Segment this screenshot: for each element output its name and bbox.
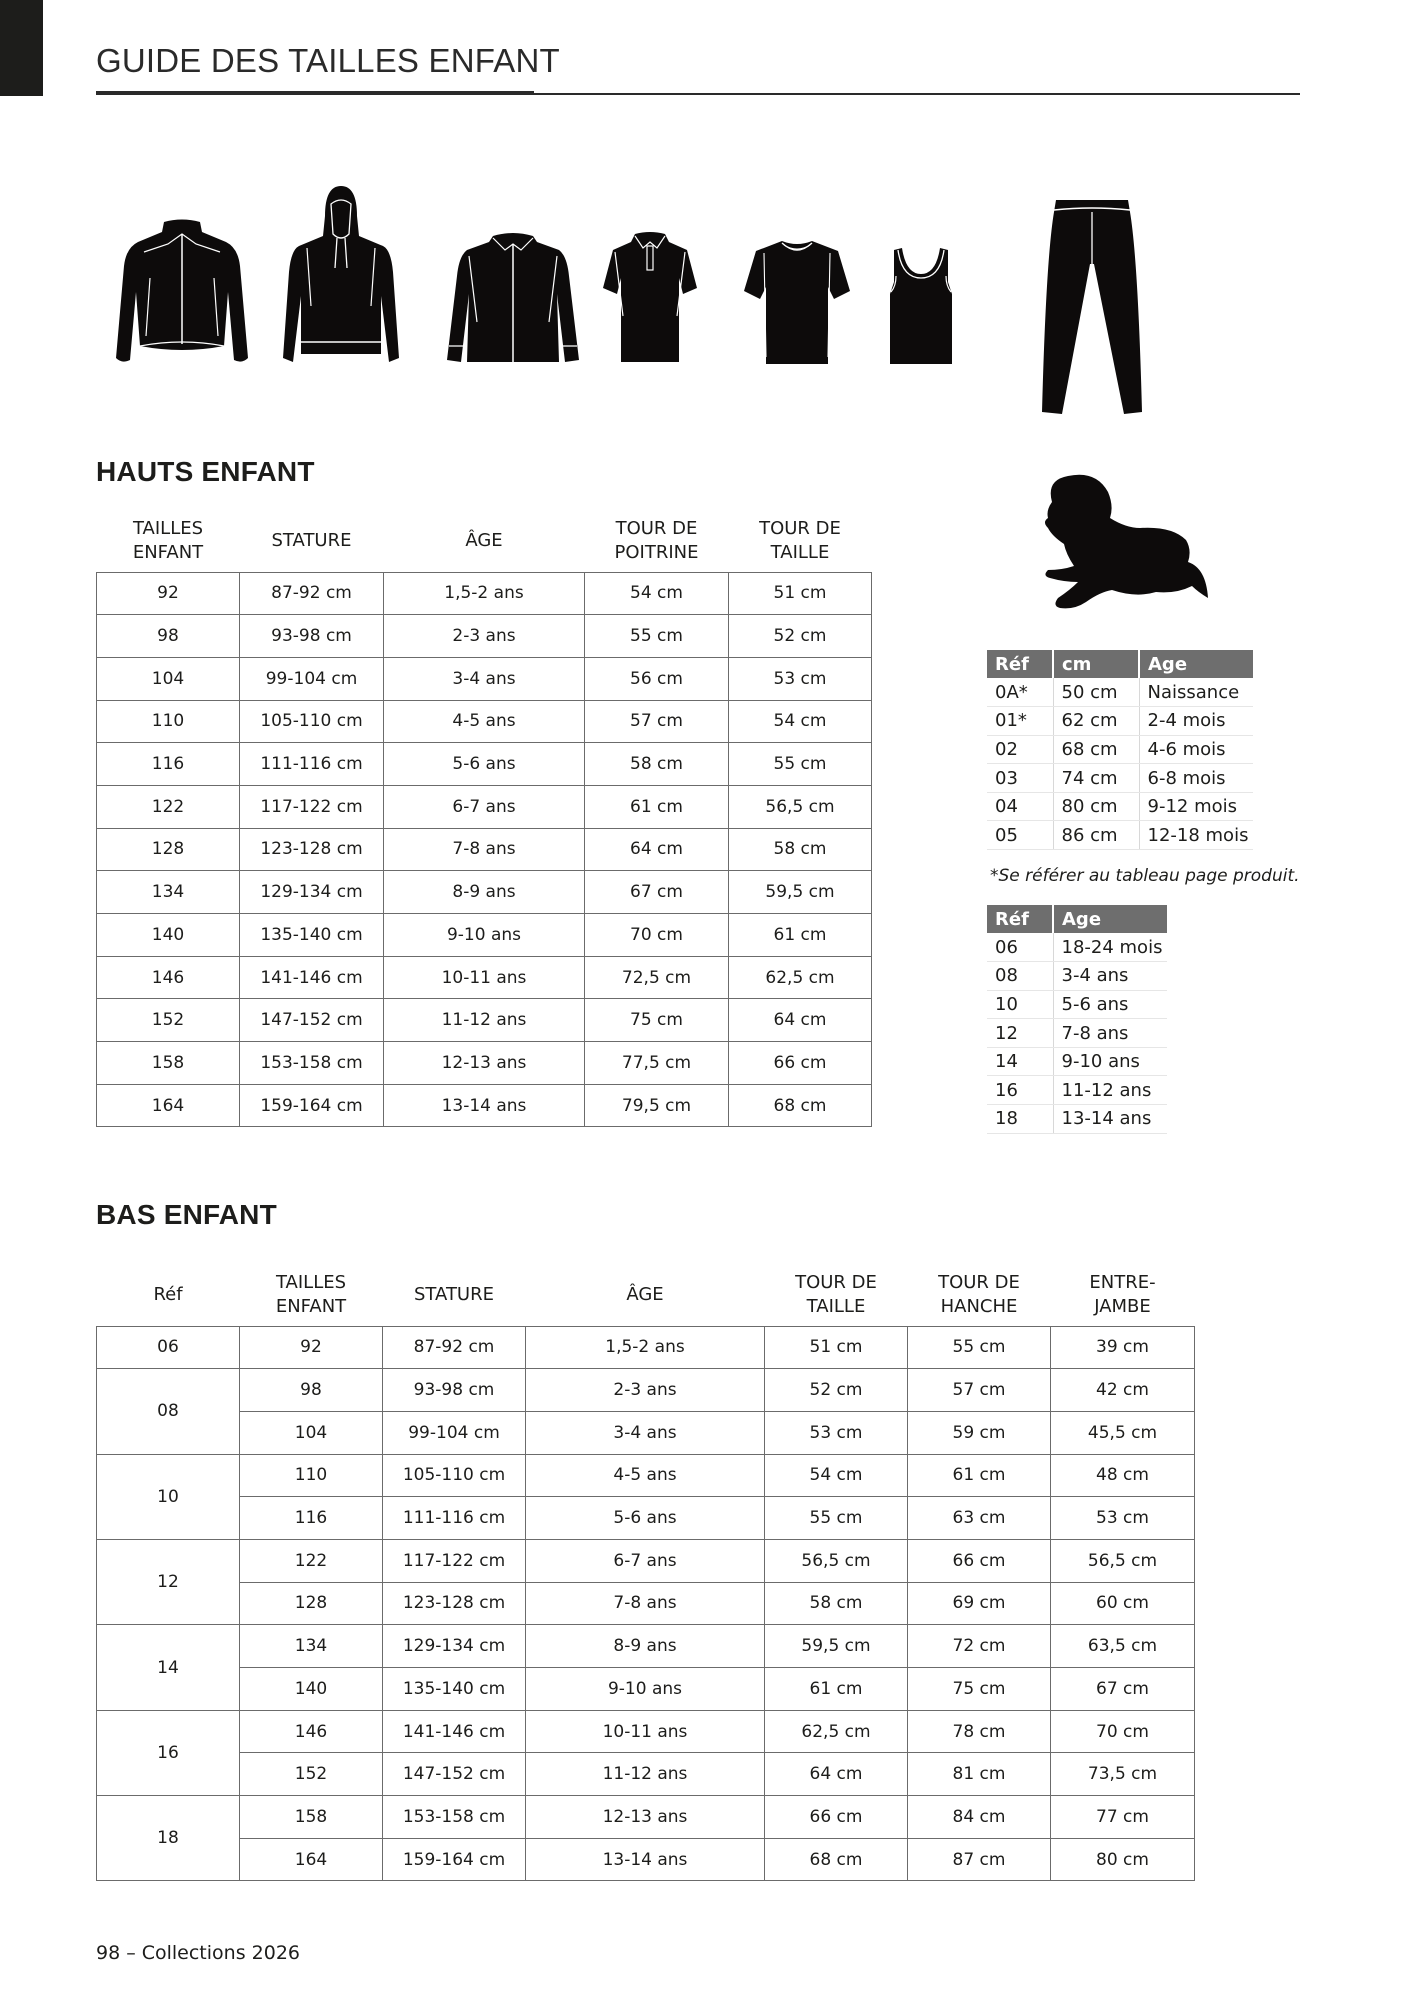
cell-tour-taille: 64 cm bbox=[729, 999, 872, 1042]
cell-stature: 111-116 cm bbox=[383, 1497, 526, 1540]
col-header-age: Age bbox=[1053, 905, 1167, 933]
cell-tour-poitrine: 58 cm bbox=[585, 743, 729, 786]
table-row bbox=[97, 1582, 1195, 1625]
cell-tour-taille: 56,5 cm bbox=[729, 785, 872, 828]
cell-stature: 159-164 cm bbox=[240, 1084, 384, 1127]
cell-stature: 93-98 cm bbox=[240, 615, 384, 658]
corner-accent-bar bbox=[0, 0, 43, 96]
cell-taille: 98 bbox=[97, 615, 240, 658]
cell-age: 18-24 mois bbox=[1053, 933, 1167, 962]
col-header-tour-hanche: TOUR DE HANCHE bbox=[938, 1271, 1020, 1317]
cell-ref: 18 bbox=[987, 1105, 1053, 1134]
table-row bbox=[987, 1076, 1167, 1105]
cell-tour-poitrine: 61 cm bbox=[585, 785, 729, 828]
cell-cm: 80 cm bbox=[1053, 792, 1139, 821]
table-row bbox=[97, 572, 872, 615]
col-header-ref: Réf bbox=[987, 905, 1053, 933]
cell-taille: 152 bbox=[97, 999, 240, 1042]
cell-cm: 74 cm bbox=[1053, 764, 1139, 793]
table-row bbox=[97, 1326, 1195, 1369]
cell-tour-taille: 62,5 cm bbox=[729, 956, 872, 999]
cell-tour-taille: 62,5 cm bbox=[765, 1710, 908, 1753]
baby-table-footnote: *Se référer au tableau page produit. bbox=[990, 866, 1300, 886]
cell-ref: 16 bbox=[987, 1076, 1053, 1105]
cell-tour-hanche: 81 cm bbox=[908, 1753, 1051, 1796]
kids-ref-age-table bbox=[987, 905, 1167, 1134]
cell-entre-jambe: 77 cm bbox=[1051, 1796, 1195, 1839]
cell-age: 6-7 ans bbox=[384, 785, 585, 828]
cell-cm: 68 cm bbox=[1053, 735, 1139, 764]
cell-age: 5-6 ans bbox=[526, 1497, 765, 1540]
table-row bbox=[97, 1710, 1195, 1753]
cell-ref: 10 bbox=[97, 1454, 240, 1539]
cell-stature: 99-104 cm bbox=[240, 657, 384, 700]
col-header-stature: STATURE bbox=[414, 1283, 494, 1305]
cell-age: 7-8 ans bbox=[384, 828, 585, 871]
cell-ref: 16 bbox=[97, 1710, 240, 1795]
cell-age: 13-14 ans bbox=[1053, 1105, 1167, 1134]
cell-entre-jambe: 39 cm bbox=[1051, 1326, 1195, 1369]
cell-tour-taille: 61 cm bbox=[729, 914, 872, 957]
table-row bbox=[987, 1019, 1167, 1048]
table-row bbox=[97, 1497, 1195, 1540]
cell-age: 2-4 mois bbox=[1139, 707, 1253, 736]
cell-ref: 08 bbox=[97, 1369, 240, 1454]
cell-tour-poitrine: 55 cm bbox=[585, 615, 729, 658]
table-row bbox=[97, 1042, 872, 1085]
cell-taille: 116 bbox=[97, 743, 240, 786]
cell-tour-taille: 52 cm bbox=[729, 615, 872, 658]
cell-entre-jambe: 48 cm bbox=[1051, 1454, 1195, 1497]
cell-age: 7-8 ans bbox=[1053, 1019, 1167, 1048]
cell-stature: 141-146 cm bbox=[383, 1710, 526, 1753]
cell-tour-taille: 66 cm bbox=[729, 1042, 872, 1085]
cell-tour-hanche: 59 cm bbox=[908, 1411, 1051, 1454]
cell-stature: 117-122 cm bbox=[383, 1539, 526, 1582]
table-row bbox=[97, 1625, 1195, 1668]
cell-ref: 12 bbox=[987, 1019, 1053, 1048]
cell-stature: 123-128 cm bbox=[240, 828, 384, 871]
cell-stature: 99-104 cm bbox=[383, 1411, 526, 1454]
cell-tour-hanche: 61 cm bbox=[908, 1454, 1051, 1497]
cell-ref: 03 bbox=[987, 764, 1053, 793]
page-number: 98 bbox=[96, 1942, 121, 1964]
cell-tour-taille: 53 cm bbox=[729, 657, 872, 700]
cell-taille: 140 bbox=[97, 914, 240, 957]
cell-tour-taille: 68 cm bbox=[729, 1084, 872, 1127]
section-heading-bas: BAS ENFANT bbox=[96, 1199, 277, 1230]
table-row bbox=[987, 962, 1167, 991]
cell-taille: 146 bbox=[97, 956, 240, 999]
col-header-tour-taille: TOUR DE TAILLE bbox=[795, 1271, 877, 1317]
cell-tour-taille: 66 cm bbox=[765, 1796, 908, 1839]
cell-tour-taille: 59,5 cm bbox=[765, 1625, 908, 1668]
cell-taille: 116 bbox=[240, 1497, 383, 1540]
cell-taille: 152 bbox=[240, 1753, 383, 1796]
cell-entre-jambe: 67 cm bbox=[1051, 1668, 1195, 1711]
cell-entre-jambe: 80 cm bbox=[1051, 1838, 1195, 1881]
crawling-baby-icon bbox=[1016, 472, 1212, 610]
table-row bbox=[987, 792, 1253, 821]
cell-cm: 50 cm bbox=[1053, 678, 1139, 707]
cell-stature: 87-92 cm bbox=[383, 1326, 526, 1369]
cell-ref: 02 bbox=[987, 735, 1053, 764]
cell-tour-hanche: 55 cm bbox=[908, 1326, 1051, 1369]
table-row bbox=[97, 999, 872, 1042]
baby-size-table bbox=[987, 650, 1253, 850]
table-row bbox=[97, 1668, 1195, 1711]
cell-ref: 0A* bbox=[987, 678, 1053, 707]
cell-taille: 140 bbox=[240, 1668, 383, 1711]
cell-stature: 123-128 cm bbox=[383, 1582, 526, 1625]
col-header-age: ÂGE bbox=[465, 529, 503, 551]
table-row bbox=[987, 933, 1167, 962]
cell-tour-taille: 52 cm bbox=[765, 1369, 908, 1412]
polo-icon bbox=[603, 232, 697, 364]
cell-entre-jambe: 73,5 cm bbox=[1051, 1753, 1195, 1796]
table-row bbox=[987, 735, 1253, 764]
cell-taille: 98 bbox=[240, 1369, 383, 1412]
cell-taille: 164 bbox=[97, 1084, 240, 1127]
cell-age: 12-13 ans bbox=[384, 1042, 585, 1085]
cell-taille: 104 bbox=[97, 657, 240, 700]
table-row bbox=[987, 1105, 1167, 1134]
cell-tour-poitrine: 67 cm bbox=[585, 871, 729, 914]
shirt-icon bbox=[447, 232, 579, 364]
table-row bbox=[97, 1838, 1195, 1881]
cell-ref: 08 bbox=[987, 962, 1053, 991]
cell-tour-taille: 58 cm bbox=[729, 828, 872, 871]
col-header-tailles: TAILLES ENFANT bbox=[275, 1271, 347, 1317]
cell-tour-hanche: 66 cm bbox=[908, 1539, 1051, 1582]
cell-age: 9-10 ans bbox=[384, 914, 585, 957]
cell-stature: 135-140 cm bbox=[240, 914, 384, 957]
cell-age: 8-9 ans bbox=[384, 871, 585, 914]
col-header-cm: cm bbox=[1053, 650, 1139, 678]
table-row bbox=[987, 678, 1253, 707]
tank-top-icon bbox=[890, 246, 952, 364]
cell-age: 10-11 ans bbox=[384, 956, 585, 999]
col-header-age: Age bbox=[1139, 650, 1253, 678]
title-underline bbox=[96, 91, 534, 95]
cell-entre-jambe: 60 cm bbox=[1051, 1582, 1195, 1625]
cell-tour-taille: 54 cm bbox=[729, 700, 872, 743]
cell-age: Naissance bbox=[1139, 678, 1253, 707]
cell-tour-poitrine: 79,5 cm bbox=[585, 1084, 729, 1127]
cell-age: 9-10 ans bbox=[1053, 1047, 1167, 1076]
cell-age: 4-6 mois bbox=[1139, 735, 1253, 764]
footer-label: – Collections 2026 bbox=[126, 1942, 300, 1964]
hauts-size-table bbox=[96, 510, 872, 1127]
cell-ref: 04 bbox=[987, 792, 1053, 821]
cell-taille: 122 bbox=[97, 785, 240, 828]
cell-age: 3-4 ans bbox=[384, 657, 585, 700]
cell-age: 4-5 ans bbox=[526, 1454, 765, 1497]
cell-taille: 92 bbox=[240, 1326, 383, 1369]
pants-icon bbox=[1040, 200, 1144, 416]
cell-taille: 110 bbox=[240, 1454, 383, 1497]
cell-tour-taille: 58 cm bbox=[765, 1582, 908, 1625]
cell-taille: 104 bbox=[240, 1411, 383, 1454]
cell-stature: 117-122 cm bbox=[240, 785, 384, 828]
cell-tour-taille: 55 cm bbox=[765, 1497, 908, 1540]
cell-stature: 105-110 cm bbox=[383, 1454, 526, 1497]
table-row bbox=[97, 785, 872, 828]
col-header-entre-jambe: ENTRE- JAMBE bbox=[1089, 1271, 1156, 1317]
table-row bbox=[97, 1084, 872, 1127]
cell-tour-poitrine: 64 cm bbox=[585, 828, 729, 871]
cell-tour-taille: 68 cm bbox=[765, 1838, 908, 1881]
cell-taille: 158 bbox=[240, 1796, 383, 1839]
cell-tour-hanche: 63 cm bbox=[908, 1497, 1051, 1540]
table-header-row bbox=[987, 905, 1167, 933]
cell-tour-taille: 53 cm bbox=[765, 1411, 908, 1454]
cell-entre-jambe: 53 cm bbox=[1051, 1497, 1195, 1540]
cell-stature: 141-146 cm bbox=[240, 956, 384, 999]
cell-cm: 86 cm bbox=[1053, 821, 1139, 850]
cell-ref: 18 bbox=[97, 1796, 240, 1881]
cell-tour-taille: 55 cm bbox=[729, 743, 872, 786]
table-row bbox=[987, 821, 1253, 850]
table-row bbox=[987, 707, 1253, 736]
table-header-row bbox=[97, 510, 872, 572]
cell-age: 7-8 ans bbox=[526, 1582, 765, 1625]
cell-stature: 147-152 cm bbox=[383, 1753, 526, 1796]
cell-tour-hanche: 75 cm bbox=[908, 1668, 1051, 1711]
cell-tour-hanche: 87 cm bbox=[908, 1838, 1051, 1881]
cell-ref: 14 bbox=[97, 1625, 240, 1710]
cell-taille: 158 bbox=[97, 1042, 240, 1085]
cell-ref: 10 bbox=[987, 990, 1053, 1019]
cell-age: 11-12 ans bbox=[526, 1753, 765, 1796]
cell-age: 2-3 ans bbox=[384, 615, 585, 658]
col-header-stature: STATURE bbox=[271, 529, 352, 551]
table-row bbox=[987, 990, 1167, 1019]
cell-ref: 05 bbox=[987, 821, 1053, 850]
cell-tour-hanche: 72 cm bbox=[908, 1625, 1051, 1668]
cell-stature: 159-164 cm bbox=[383, 1838, 526, 1881]
table-row bbox=[97, 657, 872, 700]
cell-ref: 06 bbox=[97, 1326, 240, 1369]
table-row bbox=[97, 871, 872, 914]
cell-stature: 93-98 cm bbox=[383, 1369, 526, 1412]
cell-tour-poitrine: 56 cm bbox=[585, 657, 729, 700]
cell-tour-poitrine: 77,5 cm bbox=[585, 1042, 729, 1085]
cell-age: 11-12 ans bbox=[1053, 1076, 1167, 1105]
cell-tour-poitrine: 54 cm bbox=[585, 572, 729, 615]
col-header-tour-taille: TOUR DE TAILLE bbox=[759, 517, 841, 563]
cell-entre-jambe: 70 cm bbox=[1051, 1710, 1195, 1753]
cell-tour-poitrine: 72,5 cm bbox=[585, 956, 729, 999]
jacket-icon bbox=[114, 218, 250, 368]
cell-age: 1,5-2 ans bbox=[526, 1326, 765, 1369]
table-header-row bbox=[97, 1264, 1195, 1326]
cell-age: 9-10 ans bbox=[526, 1668, 765, 1711]
cell-stature: 111-116 cm bbox=[240, 743, 384, 786]
table-row bbox=[97, 1369, 1195, 1412]
cell-taille: 134 bbox=[97, 871, 240, 914]
cell-tour-taille: 51 cm bbox=[765, 1326, 908, 1369]
cell-stature: 147-152 cm bbox=[240, 999, 384, 1042]
cell-entre-jambe: 56,5 cm bbox=[1051, 1539, 1195, 1582]
cell-taille: 146 bbox=[240, 1710, 383, 1753]
cell-ref: 01* bbox=[987, 707, 1053, 736]
cell-tour-poitrine: 57 cm bbox=[585, 700, 729, 743]
table-row bbox=[97, 1796, 1195, 1839]
cell-tour-poitrine: 75 cm bbox=[585, 999, 729, 1042]
table-row bbox=[987, 764, 1253, 793]
cell-age: 5-6 ans bbox=[1053, 990, 1167, 1019]
cell-tour-taille: 51 cm bbox=[729, 572, 872, 615]
cell-age: 2-3 ans bbox=[526, 1369, 765, 1412]
cell-taille: 110 bbox=[97, 700, 240, 743]
cell-age: 13-14 ans bbox=[384, 1084, 585, 1127]
cell-stature: 153-158 cm bbox=[240, 1042, 384, 1085]
cell-entre-jambe: 63,5 cm bbox=[1051, 1625, 1195, 1668]
cell-tour-hanche: 57 cm bbox=[908, 1369, 1051, 1412]
table-row bbox=[97, 828, 872, 871]
tshirt-icon bbox=[744, 241, 850, 364]
cell-tour-poitrine: 70 cm bbox=[585, 914, 729, 957]
col-header-tour-poitrine: TOUR DE POITRINE bbox=[614, 517, 699, 563]
col-header-ref: Réf bbox=[987, 650, 1053, 678]
cell-taille: 164 bbox=[240, 1838, 383, 1881]
cell-taille: 128 bbox=[97, 828, 240, 871]
cell-stature: 105-110 cm bbox=[240, 700, 384, 743]
cell-stature: 129-134 cm bbox=[383, 1625, 526, 1668]
table-header-row bbox=[987, 650, 1253, 678]
cell-taille: 134 bbox=[240, 1625, 383, 1668]
table-row bbox=[97, 700, 872, 743]
cell-ref: 14 bbox=[987, 1047, 1053, 1076]
cell-age: 3-4 ans bbox=[526, 1411, 765, 1454]
table-row bbox=[97, 615, 872, 658]
table-row bbox=[97, 743, 872, 786]
cell-stature: 135-140 cm bbox=[383, 1668, 526, 1711]
cell-tour-hanche: 78 cm bbox=[908, 1710, 1051, 1753]
cell-taille: 122 bbox=[240, 1539, 383, 1582]
cell-tour-taille: 64 cm bbox=[765, 1753, 908, 1796]
cell-ref: 06 bbox=[987, 933, 1053, 962]
cell-entre-jambe: 42 cm bbox=[1051, 1369, 1195, 1412]
page-footer bbox=[96, 1942, 306, 1964]
cell-entre-jambe: 45,5 cm bbox=[1051, 1411, 1195, 1454]
cell-tour-taille: 61 cm bbox=[765, 1668, 908, 1711]
cell-age: 12-18 mois bbox=[1139, 821, 1253, 850]
cell-cm: 62 cm bbox=[1053, 707, 1139, 736]
cell-tour-taille: 59,5 cm bbox=[729, 871, 872, 914]
table-row bbox=[97, 1539, 1195, 1582]
title-divider bbox=[534, 93, 1300, 95]
table-row bbox=[97, 1753, 1195, 1796]
cell-age: 6-7 ans bbox=[526, 1539, 765, 1582]
col-header-age: ÂGE bbox=[626, 1283, 664, 1305]
table-row bbox=[97, 1454, 1195, 1497]
cell-stature: 153-158 cm bbox=[383, 1796, 526, 1839]
cell-age: 1,5-2 ans bbox=[384, 572, 585, 615]
cell-tour-taille: 56,5 cm bbox=[765, 1539, 908, 1582]
table-row bbox=[97, 956, 872, 999]
bas-size-table bbox=[96, 1264, 1195, 1881]
cell-age: 12-13 ans bbox=[526, 1796, 765, 1839]
cell-age: 10-11 ans bbox=[526, 1710, 765, 1753]
cell-age: 3-4 ans bbox=[1053, 962, 1167, 991]
cell-stature: 87-92 cm bbox=[240, 572, 384, 615]
cell-age: 8-9 ans bbox=[526, 1625, 765, 1668]
cell-age: 6-8 mois bbox=[1139, 764, 1253, 793]
col-header-tailles: TAILLES ENFANT bbox=[132, 517, 204, 563]
table-row bbox=[97, 1411, 1195, 1454]
cell-tour-hanche: 84 cm bbox=[908, 1796, 1051, 1839]
section-heading-hauts: HAUTS ENFANT bbox=[96, 456, 315, 487]
table-row bbox=[987, 1047, 1167, 1076]
col-header-ref: Réf bbox=[153, 1283, 183, 1305]
cell-age: 9-12 mois bbox=[1139, 792, 1253, 821]
cell-tour-taille: 54 cm bbox=[765, 1454, 908, 1497]
cell-ref: 12 bbox=[97, 1539, 240, 1624]
cell-age: 5-6 ans bbox=[384, 743, 585, 786]
cell-tour-hanche: 69 cm bbox=[908, 1582, 1051, 1625]
cell-taille: 92 bbox=[97, 572, 240, 615]
cell-age: 11-12 ans bbox=[384, 999, 585, 1042]
table-row bbox=[97, 914, 872, 957]
page-title: GUIDE DES TAILLES ENFANT bbox=[96, 42, 560, 79]
cell-age: 4-5 ans bbox=[384, 700, 585, 743]
cell-taille: 128 bbox=[240, 1582, 383, 1625]
cell-stature: 129-134 cm bbox=[240, 871, 384, 914]
hoodie-icon bbox=[283, 186, 399, 368]
cell-age: 13-14 ans bbox=[526, 1838, 765, 1881]
